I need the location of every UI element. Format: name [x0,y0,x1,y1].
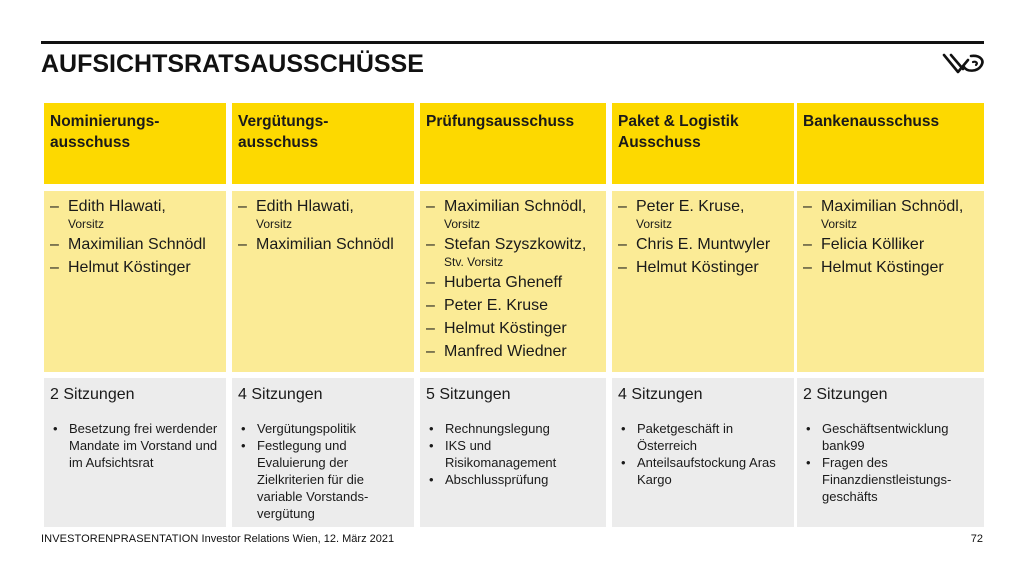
member-item [426,197,602,232]
committee-header-line: Ausschuss [618,134,701,151]
committee-sessions [612,378,794,527]
member-item [426,342,602,362]
topic-text: Festlegung und Evaluierung der Zielkriterien für die variable Vorstands-vergütung [257,438,369,521]
committee-sessions [44,378,226,527]
dash-marker: – [50,259,59,276]
member-role: Vorsitz [444,217,481,231]
member-item [50,258,222,278]
bullet-marker: • [621,455,626,470]
topic-text: Rechnungslegung [445,421,550,436]
member-name: Edith Hlawati, [68,198,166,215]
session-count: 2 Sitzungen [50,386,135,403]
member-item [426,273,602,293]
member-role: Vorsitz [256,217,293,231]
title-rule [41,41,984,44]
committee-header [44,103,226,184]
committee-members [797,191,984,372]
committee-header-line: Bankenausschuss [803,113,940,130]
topic-text: Fragen des Finanzdienstleistungs-geschäfts [822,455,952,504]
member-item [426,235,602,270]
bullet-marker: • [241,438,246,453]
member-role: Vorsitz [68,217,105,231]
member-name: Helmut Köstinger [636,259,759,276]
committee-header-line: Paket & Logistik [618,113,739,130]
committee-header-line: ausschuss [50,134,131,151]
dash-marker: – [618,236,627,253]
topic-text: Paketgeschäft in Österreich [637,421,734,453]
topic-item [618,454,788,488]
member-role: Stv. Vorsitz [444,255,504,269]
member-name: Maximilian Schnödl [256,236,394,253]
dash-marker: – [803,198,812,215]
member-name: Maximilian Schnödl [68,236,206,253]
member-name: Chris E. Muntwyler [636,236,771,253]
post-horn-icon [942,52,986,76]
member-item [618,197,790,232]
topic-item [238,437,408,522]
member-item [618,235,790,255]
member-name: Peter E. Kruse [444,297,549,314]
bullet-marker: • [621,421,626,436]
committee-members [420,191,606,372]
member-item [618,258,790,278]
member-item [238,197,410,232]
dash-marker: – [426,274,435,291]
member-name: Felicia Kölliker [821,236,925,253]
committee-column [612,103,794,527]
member-name: Huberta Gheneff [444,274,563,291]
member-name: Stefan Szyszkowitz, [444,236,587,253]
committee-column [44,103,226,527]
dash-marker: – [426,297,435,314]
topic-text: Besetzung frei werdender Mandate im Vorstand und im Aufsichtsrat [69,421,218,470]
committee-members [44,191,226,372]
committee-header-line: Vergütungs- [238,113,329,130]
topic-item [426,437,600,471]
committee-members [612,191,794,372]
dash-marker: – [426,320,435,337]
bullet-marker: • [241,421,246,436]
topic-text: Geschäftsentwicklung bank99 [822,421,949,453]
dash-marker: – [803,259,812,276]
topic-text: Vergütungspolitik [257,421,357,436]
committee-header [797,103,984,184]
member-item [50,235,222,255]
topic-text: Abschlussprüfung [445,472,549,487]
footer [41,533,394,545]
committee-sessions [232,378,414,527]
member-name: Helmut Köstinger [444,320,567,337]
session-count: 4 Sitzungen [238,386,323,403]
bullet-marker: • [429,438,434,453]
member-name: Helmut Köstinger [68,259,191,276]
committee-sessions [797,378,984,527]
bullet-marker: • [429,421,434,436]
topic-item [426,471,600,488]
dash-marker: – [618,259,627,276]
member-name: Edith Hlawati, [256,198,354,215]
topic-item [238,420,408,437]
member-item [238,235,410,255]
topic-text: Anteilsaufstockung Aras Kargo [637,455,776,487]
bullet-marker: • [53,421,58,436]
dash-marker: – [238,198,247,215]
member-role: Vorsitz [821,217,858,231]
member-role: Vorsitz [636,217,673,231]
committee-header [612,103,794,184]
member-item [803,235,980,255]
committee-sessions [420,378,606,527]
committee-column [420,103,606,527]
footer-label: INVESTORENPRASENTATION [41,533,199,545]
dash-marker: – [426,198,435,215]
dash-marker: – [803,236,812,253]
member-name: Helmut Köstinger [821,259,944,276]
committee-column [232,103,414,527]
dash-marker: – [50,198,59,215]
committee-header-line: Prüfungsausschuss [426,113,575,130]
topic-text: IKS und Risikomanagement [445,438,557,470]
committee-header [420,103,606,184]
committee-header-line: Nominierungs- [50,113,160,130]
bullet-marker: • [806,455,811,470]
dash-marker: – [426,236,435,253]
topic-item [803,454,978,505]
member-name: Maximilian Schnödl, [821,198,964,215]
page-number: 72 [970,533,983,545]
topic-item [618,420,788,454]
session-count: 2 Sitzungen [803,386,888,403]
session-count: 5 Sitzungen [426,386,511,403]
dash-marker: – [426,343,435,360]
member-item [803,258,980,278]
footer-text: Investor Relations Wien, 12. März 2021 [201,533,395,545]
dash-marker: – [238,236,247,253]
member-item [426,319,602,339]
committee-members [232,191,414,372]
member-name: Peter E. Kruse, [636,198,745,215]
dash-marker: – [618,198,627,215]
topic-item [50,420,220,471]
bullet-marker: • [429,472,434,487]
bullet-marker: • [806,421,811,436]
member-item [50,197,222,232]
session-count: 4 Sitzungen [618,386,703,403]
committee-header-line: ausschuss [238,134,319,151]
member-item [803,197,980,232]
member-name: Manfred Wiedner [444,343,567,360]
topic-item [803,420,978,454]
member-name: Maximilian Schnödl, [444,198,587,215]
slide-title: AUFSICHTSRATSAUSSCHÜSSE [41,50,424,78]
committee-column [797,103,984,527]
member-item [426,296,602,316]
dash-marker: – [50,236,59,253]
topic-item [426,420,600,437]
committee-header [232,103,414,184]
